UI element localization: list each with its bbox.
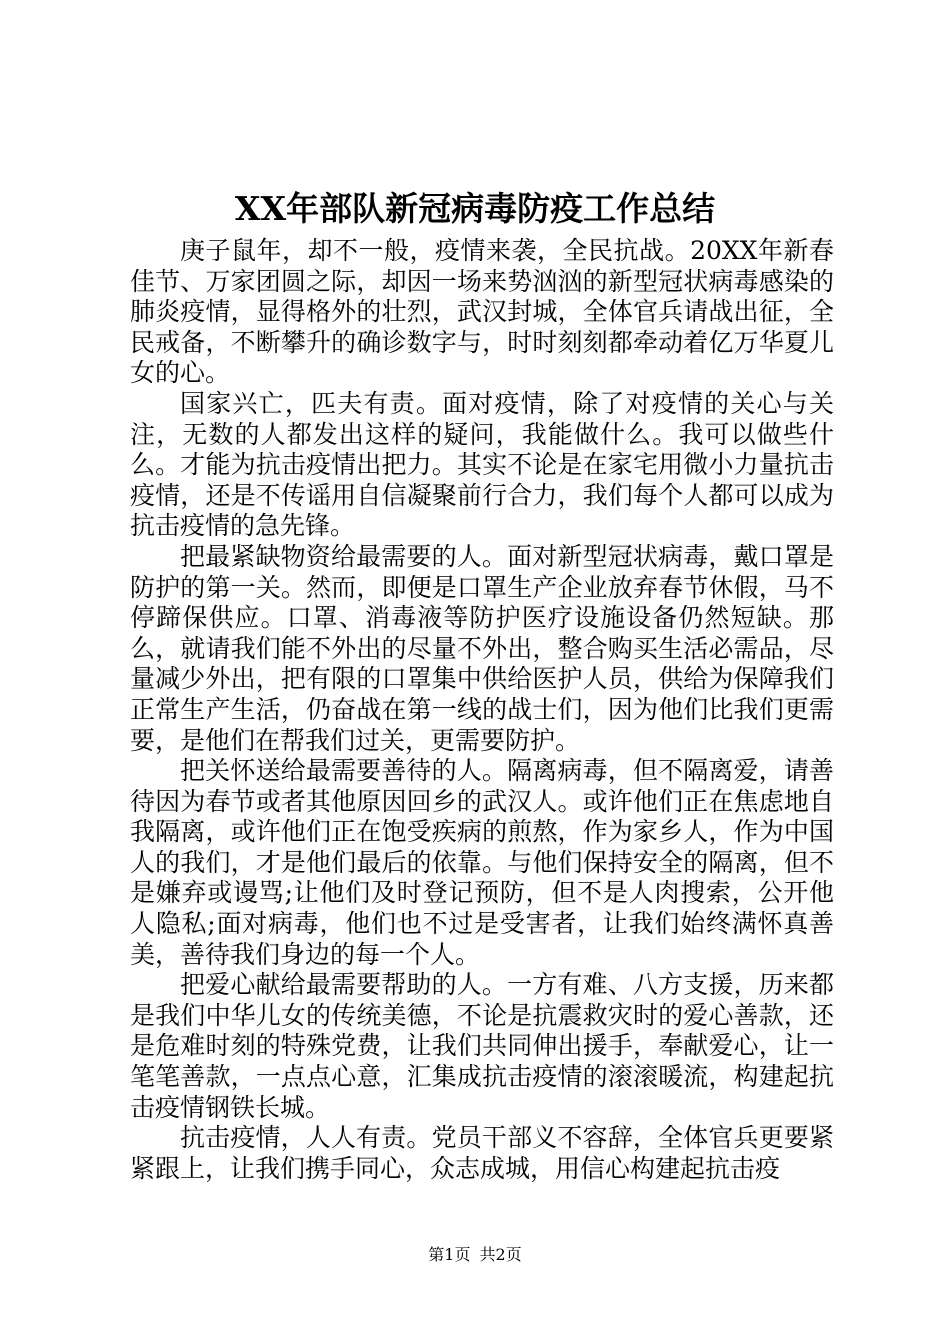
document-title: XX年部队新冠病毒防疫工作总结 [234, 189, 716, 228]
paragraph-4: 把关怀送给最需要善待的人。隔离病毒，但不隔离爱，请善待因为春节或者其他原因回乡的武汉人。或许他们正在焦虑地自我隔离，或许他们正在饱受疾病的煎熬，作为家乡人，作为中国人的我们，才是他们最后的依靠。与他们保持安全的隔离，但不是嫌弃或谩骂;让他们及时登记预防，但不是人肉搜索，公开他人隐私;面对病毒，他们也不过是受害者，让我们始终满怀真善美，善待我们身边的每一个人。 [130, 756, 834, 969]
paragraph-3: 把最紧缺物资给最需要的人。面对新型冠状病毒，戴口罩是防护的第一关。然而，即便是口罩生产企业放弃春节休假，马不停蹄保供应。口罩、消毒液等防护医疗设施设备仍然短缺。那么，就请我们能不外出的尽量不外出，整合购买生活必需品，尽量减少外出，把有限的口罩集中供给医护人员，供给为保障我们正常生产生活，仍奋战在第一线的战士们，因为他们比我们更需要，是他们在帮我们过关，更需要防护。 [130, 541, 834, 755]
paragraph-6: 抗击疫情，人人有责。党员干部义不容辞，全体官兵更要紧紧跟上，让我们携手同心，众志成城，用信心构建起抗击疫 [130, 1123, 834, 1183]
paragraph-1: 庚子鼠年，却不一般，疫情来袭，全民抗战。20XX年新春佳节、万家团圆之际，却因一场来势汹汹的新型冠状病毒感染的肺炎疫情，显得格外的壮烈，武汉封城，全体官兵请战出征，全民戒备，不断攀升的确诊数字与，时时刻刻都牵动着亿万华夏儿女的心。 [130, 236, 834, 388]
document-body [130, 236, 834, 1184]
page-number-total: 共2页 [479, 1245, 522, 1264]
page-number-current: 第1页 [428, 1245, 471, 1264]
paragraph-5: 把爱心献给最需要帮助的人。一方有难、八方支援，历来都是我们中华儿女的传统美德，不论是抗震救灾时的爱心善款，还是危难时刻的特殊党费，让我们共同伸出援手，奉献爱心，让一笔笔善款，一点点心意，汇集成抗击疫情的滚滚暖流，构建起抗击疫情钢铁长城。 [130, 970, 834, 1122]
paragraph-2: 国家兴亡，匹夫有责。面对疫情，除了对疫情的关心与关注，无数的人都发出这样的疑问，我能做什么。我可以做些什么。才能为抗击疫情出把力。其实不论是在家宅用微小力量抗击疫情，还是不传谣用自信凝聚前行合力，我们每个人都可以成为抗击疫情的急先锋。 [130, 388, 834, 541]
page-footer [0, 1245, 950, 1265]
